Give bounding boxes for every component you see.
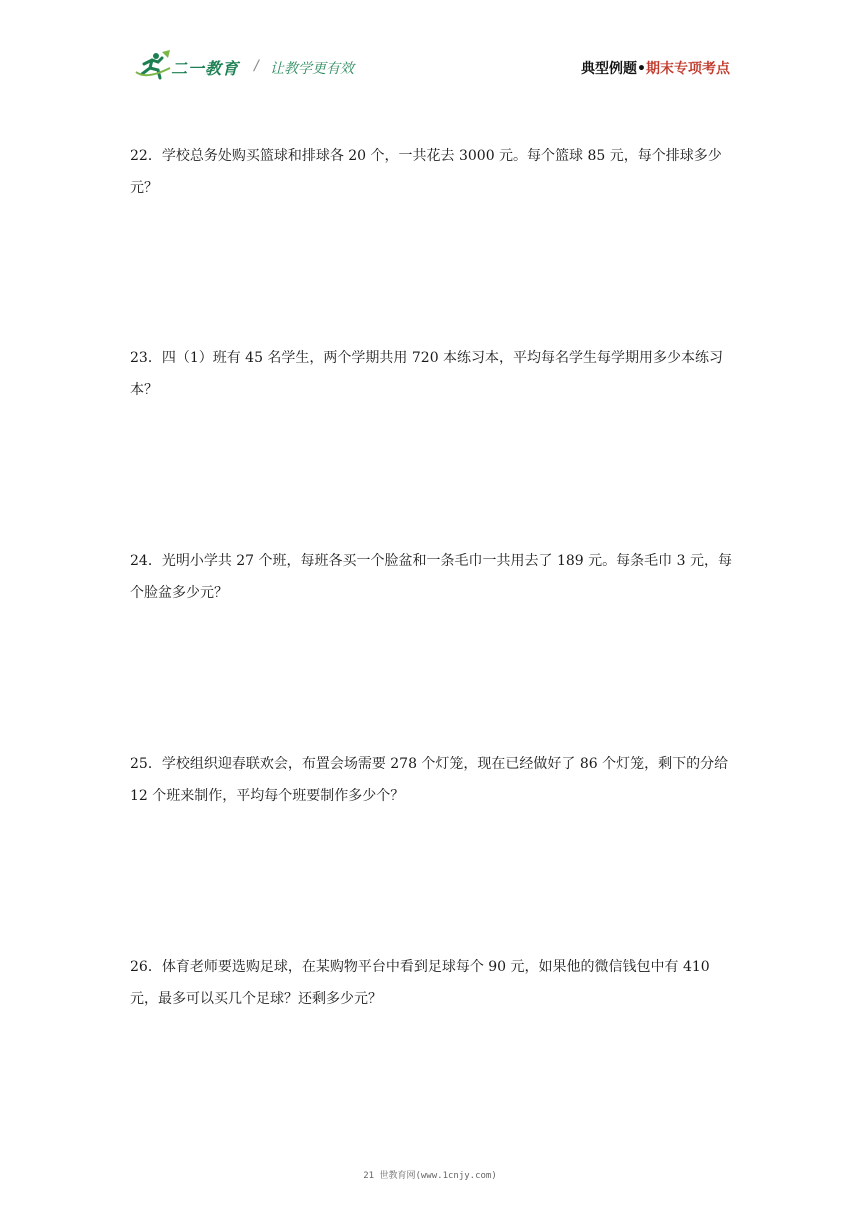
topic-label: 期末专项考点 [646, 61, 730, 77]
header-divider: / [254, 58, 259, 74]
category-label: 典型例题• [581, 61, 646, 77]
question-24: 24．光明小学共 27 个班，每班各买一个脸盆和一条毛巾一共用去了 189 元。每条毛巾 3 元，每个脸盆多少元？ [130, 553, 732, 601]
brand-name: 二一教育 [171, 59, 240, 78]
question-23: 23．四（1）班有 45 名学生，两个学期共用 720 本练习本，平均每名学生每学期用多少本练习本？ [130, 350, 724, 398]
question-25: 25．学校组织迎春联欢会，布置会场需要 278 个灯笼，现在已经做好了 86 个灯笼，剩下的分给 12 个班来制作，平均每个班要制作多少个？ [130, 756, 729, 804]
document-category [581, 58, 730, 78]
page-header [0, 0, 860, 100]
page-footer: 21 世教育网(www.1cnjy.com) [363, 1171, 497, 1181]
brand-slogan: 让教学更有效 [270, 61, 354, 77]
question-26: 26．体育老师要选购足球，在某购物平台中看到足球每个 90 元，如果他的微信钱包中有 410 元，最多可以买几个足球？还剩多少元？ [130, 959, 710, 1007]
logo-graphic [134, 50, 174, 82]
question-22: 22．学校总务处购买篮球和排球各 20 个，一共花去 3000 元。每个篮球 85 元，每个排球多少元？ [130, 148, 722, 196]
